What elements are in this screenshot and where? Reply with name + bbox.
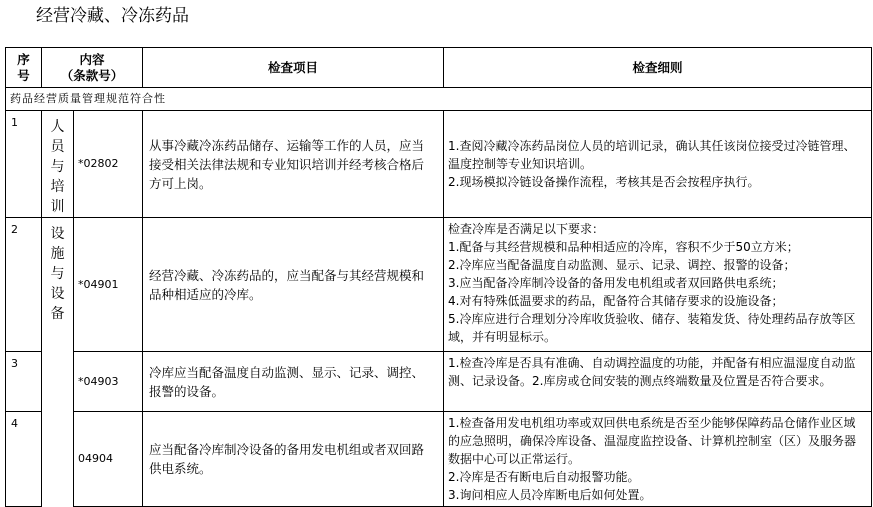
detail-line: 1.检查备用发电机组功率或双回供电系统是否至少能够保障药品仓储作业区域的应急照明，确保冷库设备、温湿度监控设备、计算机控制室（区）及服务器数据中心可以正常运行。: [448, 416, 857, 466]
header-content-label: 内容 （条款号）: [60, 51, 124, 83]
row-detail: [444, 412, 872, 507]
detail-line: 2.冷库应当配备温度自动监测、显示、记录、调控、报警的设备；: [448, 258, 796, 272]
detail-line: 2.冷库是否有断电后自动报警功能。: [448, 470, 640, 484]
header-seq-label: 序号: [17, 51, 30, 83]
row-item: 冷库应当配备温度自动监测、显示、记录、调控、报警的设备。: [143, 352, 444, 412]
table-row: [6, 218, 872, 352]
row-detail: [444, 352, 872, 412]
table-row: [6, 111, 872, 218]
detail-line: 4.对有特殊低温要求的药品，配备符合其储存要求的设施设备；: [448, 294, 784, 308]
page-title: 经营冷藏、冷冻药品: [36, 6, 189, 26]
row-category: [42, 111, 74, 218]
detail-line: 5.冷库应进行合理划分冷库收货验收、储存、装箱发货、待处理药品存放等区域，并有明显标示。: [448, 312, 856, 344]
row-detail: [444, 111, 872, 218]
row-clause: *04901: [74, 218, 143, 352]
category-label: 设施与设备: [50, 226, 65, 322]
detail-line: 1.配备与其经营规模和品种相适应的冷库，容积不少于50立方米；: [448, 240, 799, 254]
inspection-table: [5, 47, 872, 507]
header-seq: [6, 48, 42, 88]
table-row: [6, 412, 872, 507]
row-item: 从事冷藏冷冻药品储存、运输等工作的人员，应当接受相关法律法规和专业知识培训并经考核合格后方可上岗。: [143, 111, 444, 218]
detail-line: 1.查阅冷藏冷冻药品岗位人员的培训记录，确认其任该岗位接受过冷链管理、温度控制等专业知识培训。: [448, 139, 856, 171]
row-clause: *02802: [74, 111, 143, 218]
table-row: [6, 352, 872, 412]
detail-line: 2.现场模拟冷链设备操作流程，考核其是否会按程序执行。: [448, 175, 760, 189]
row-seq: 3: [6, 352, 42, 412]
detail-line: 3.询问相应人员冷库断电后如何处置。: [448, 488, 652, 502]
row-seq: 1: [6, 111, 42, 218]
row-detail: [444, 218, 872, 352]
row-seq: 4: [6, 412, 42, 507]
row-seq: 2: [6, 218, 42, 352]
row-category: [42, 218, 74, 507]
header-content: [42, 48, 143, 88]
row-clause: 04904: [74, 412, 143, 507]
section-label: 药品经营质量管理规范符合性: [6, 88, 872, 111]
section-row: [6, 88, 872, 111]
header-item: [143, 48, 444, 88]
detail-line: 1.检查冷库是否具有准确、自动调控温度的功能，并配备有相应温湿度自动监测、记录设备。2.库房或仓间安装的测点终端数量及位置是否符合要求。: [448, 356, 856, 388]
header-item-label: 检查项目: [268, 59, 319, 75]
header-detail: [444, 48, 872, 88]
header-detail-label: 检查细则: [632, 59, 683, 75]
detail-line: 检查冷库是否满足以下要求：: [448, 222, 605, 236]
row-item: 经营冷藏、冷冻药品的，应当配备与其经营规模和品种相适应的冷库。: [143, 218, 444, 352]
category-label: 人员与培训: [50, 119, 65, 215]
row-item: 应当配备冷库制冷设备的备用发电机组或者双回路供电系统。: [143, 412, 444, 507]
detail-line: 3.应当配备冷库制冷设备的备用发电机组或者双回路供电系统；: [448, 276, 784, 290]
row-clause: *04903: [74, 352, 143, 412]
header-row: [6, 48, 872, 88]
